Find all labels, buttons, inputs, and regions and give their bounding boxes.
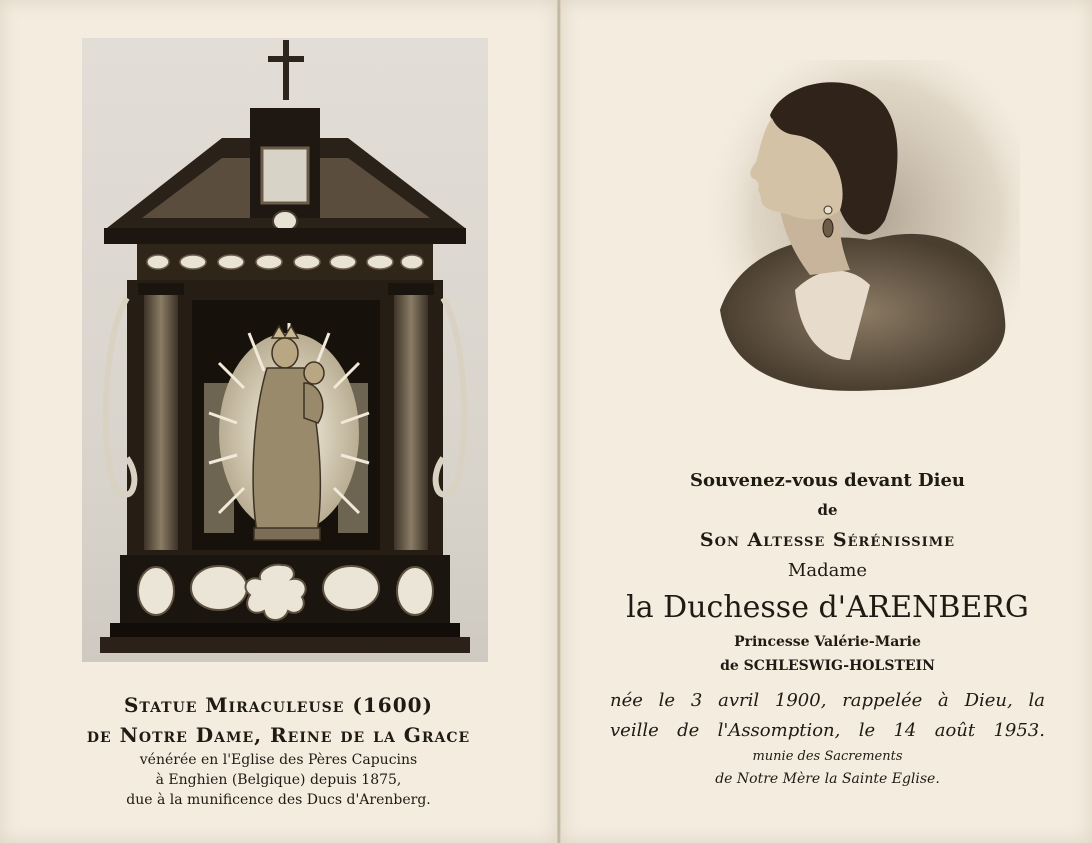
dates-line2: veille de l'Assomption, le 14 août 1953. <box>610 720 1045 741</box>
princess-title-line1: Princesse Valérie-Marie <box>734 634 921 650</box>
statue-caption <box>40 690 517 810</box>
altesse-line: Son Altesse Sérénissime <box>699 529 956 551</box>
caption-title-line1: Statue Miraculeuse (1600) <box>123 693 434 717</box>
caption-title-line2: de Notre Dame, Reine de la Grace <box>86 723 471 747</box>
statue-shrine-illustration <box>82 38 488 662</box>
memorial-text <box>590 466 1065 790</box>
caption-line-location: à Enghien (Belgique) depuis 1875, <box>155 772 402 788</box>
de-line: de <box>817 501 838 519</box>
madame-line: Madame <box>787 560 868 581</box>
caption-line-church: vénérée en l'Eglise des Pères Capucins <box>139 752 418 768</box>
miraculous-statue-photo <box>82 38 488 662</box>
church-line: de Notre Mère la Sainte Eglise. <box>715 771 940 787</box>
portrait-illustration <box>700 60 1020 405</box>
dates-line1: née le 3 avril 1900, rappelée à Dieu, la <box>610 690 1045 711</box>
duchess-portrait-photo <box>700 60 1020 405</box>
princess-title-line2: de SCHLESWIG-HOLSTEIN <box>720 658 935 674</box>
remember-line: Souvenez-vous devant Dieu <box>689 470 965 491</box>
sacraments-line: munie des Sacrements <box>752 749 903 764</box>
caption-line-donor: due à la munificence des Ducs d'Arenberg. <box>126 792 431 808</box>
duchess-name: la Duchesse d'ARENBERG <box>626 590 1029 625</box>
